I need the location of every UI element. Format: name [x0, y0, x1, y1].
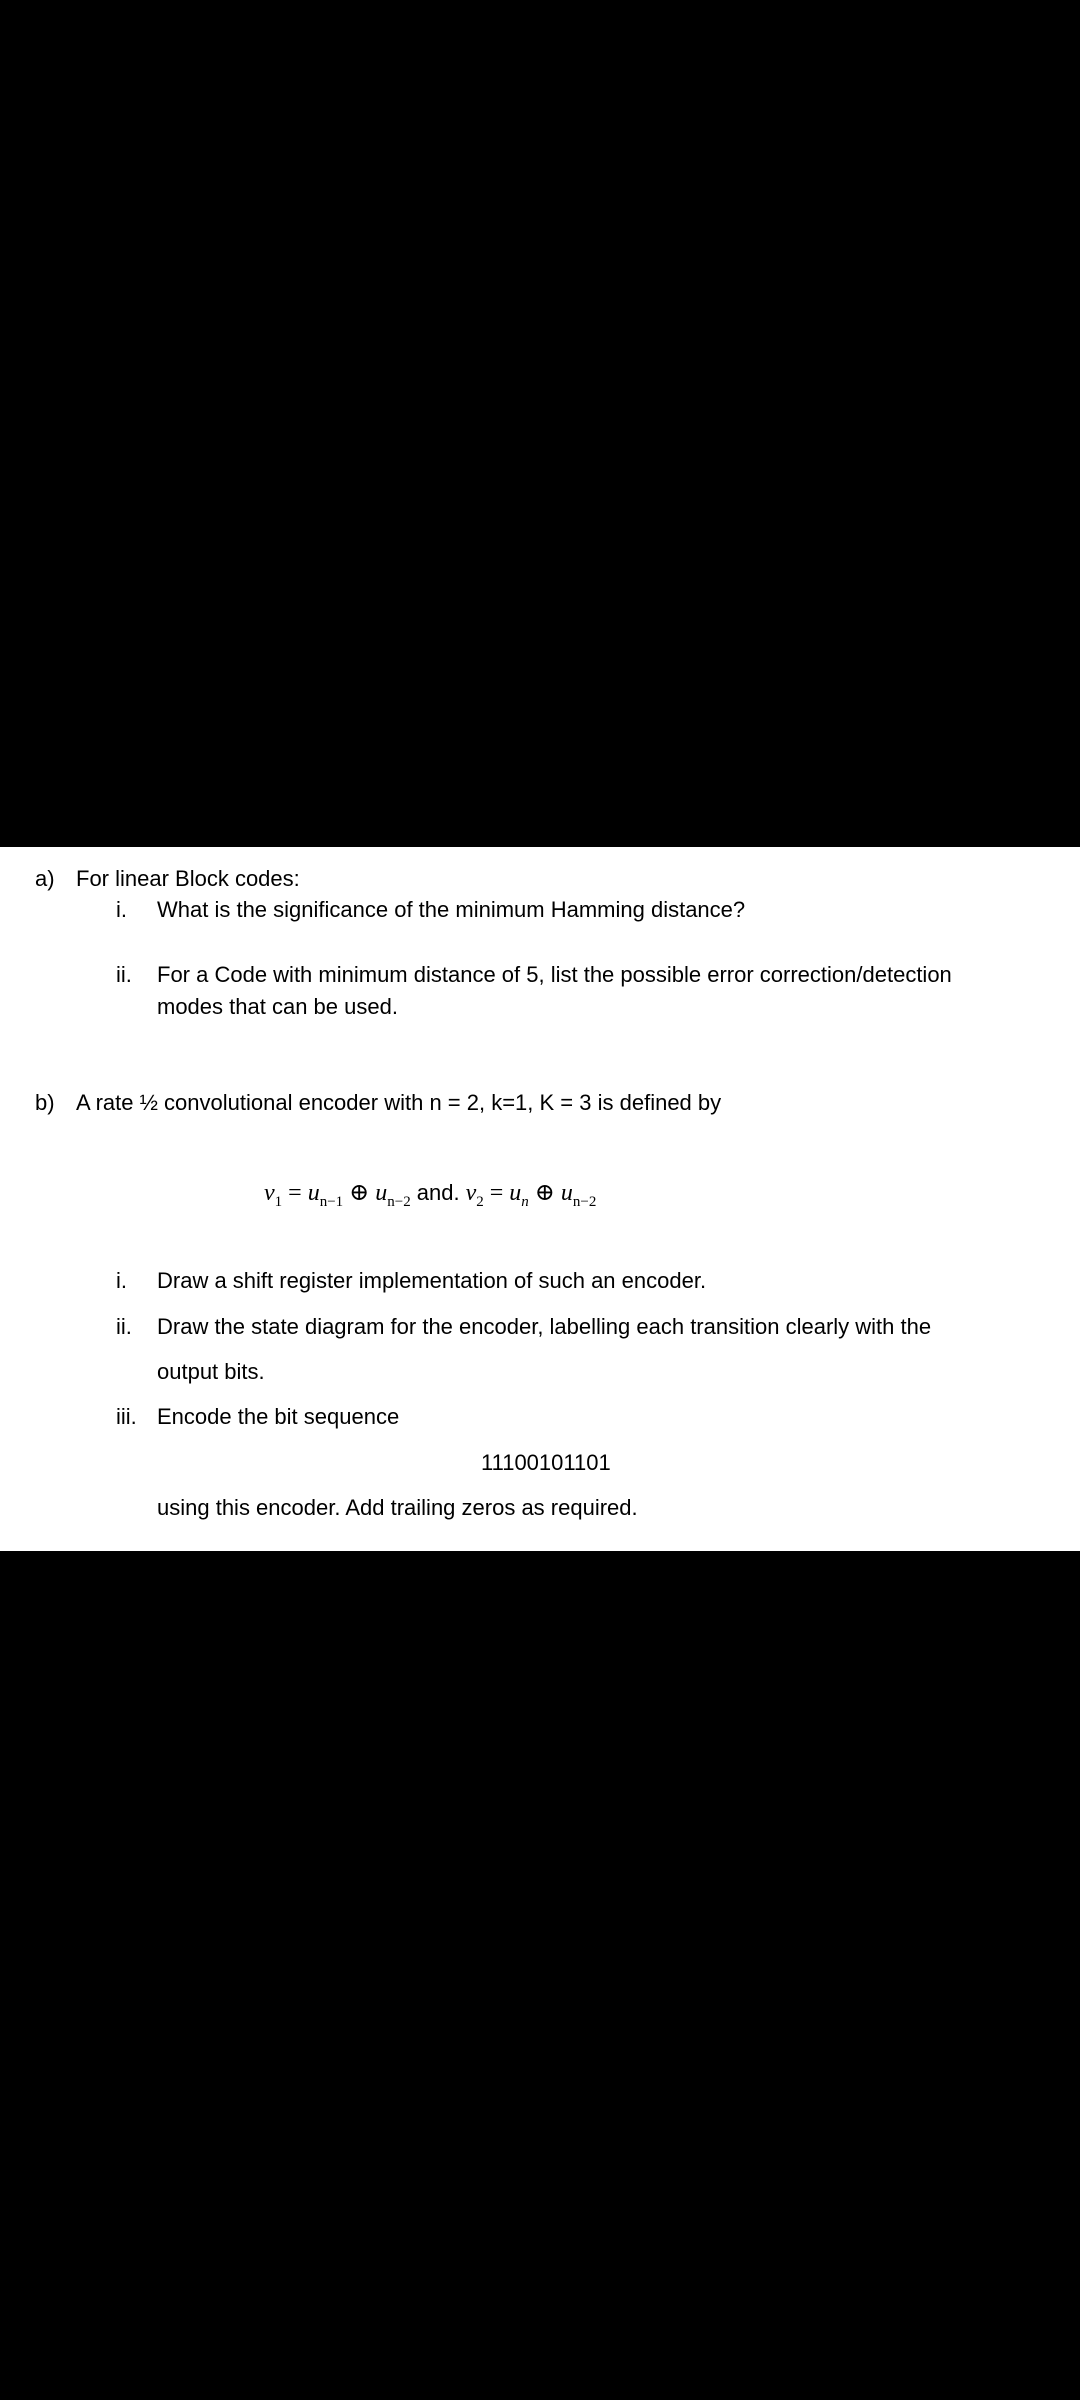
- eq-equals-2: =: [489, 1180, 504, 1206]
- part-a-item-2-text-line-2: modes that can be used.: [157, 994, 398, 1019]
- eq-u-b: u: [375, 1180, 388, 1206]
- eq-sub-n-minus-2-b: n−2: [572, 1194, 597, 1210]
- part-b-item-3-text: Encode the bit sequence: [157, 1404, 400, 1429]
- part-a-item-1-text: What is the significance of the minimum Hamming distance?: [157, 897, 746, 922]
- eq-u-d: u: [560, 1180, 573, 1206]
- part-b-item-2-text-line-1: Draw the state diagram for the encoder, labelling each transition clearly with the: [157, 1314, 932, 1339]
- eq-v1-sub: 1: [274, 1194, 283, 1210]
- part-b-item-1-text: Draw a shift register implementation of such an encoder.: [157, 1268, 707, 1293]
- eq-connector: and.: [416, 1180, 460, 1205]
- part-b-closing-text: using this encoder. Add trailing zeros as required.: [157, 1495, 638, 1520]
- eq-xor-2: ⊕: [534, 1180, 555, 1206]
- eq-u-c: u: [509, 1180, 522, 1206]
- part-a-label: a): [35, 866, 55, 891]
- eq-xor-1: ⊕: [349, 1180, 370, 1206]
- part-b-item-3-marker: iii.: [116, 1404, 137, 1429]
- eq-u-a: u: [307, 1180, 320, 1206]
- encoder-equation: [264, 1180, 597, 1210]
- part-b-label: b): [35, 1090, 55, 1115]
- eq-v1: v: [264, 1180, 275, 1206]
- part-a-item-2-marker: ii.: [116, 962, 132, 987]
- part-a-heading: For linear Block codes:: [76, 866, 300, 891]
- eq-equals-1: =: [288, 1180, 302, 1206]
- part-a-item-2-text-line-1: For a Code with minimum distance of 5, list the possible error correction/detection: [157, 962, 952, 987]
- bit-sequence: 11100101101: [481, 1450, 611, 1475]
- part-b-item-2-marker: ii.: [116, 1314, 132, 1339]
- document-page: [0, 847, 1080, 1551]
- part-a-item-1-marker: i.: [116, 897, 127, 922]
- part-b-heading: A rate ½ convolutional encoder with n = 2, k=1, K = 3 is defined by: [76, 1090, 722, 1115]
- eq-v2: v: [465, 1180, 477, 1206]
- eq-sub-n: n: [521, 1194, 529, 1210]
- part-b-item-1-marker: i.: [116, 1268, 127, 1293]
- eq-sub-n-minus-2-a: n−2: [387, 1194, 411, 1210]
- eq-v2-sub: 2: [476, 1194, 484, 1210]
- eq-sub-n-minus-1: n−1: [319, 1194, 344, 1210]
- part-b-item-2-text-line-2: output bits.: [157, 1359, 265, 1384]
